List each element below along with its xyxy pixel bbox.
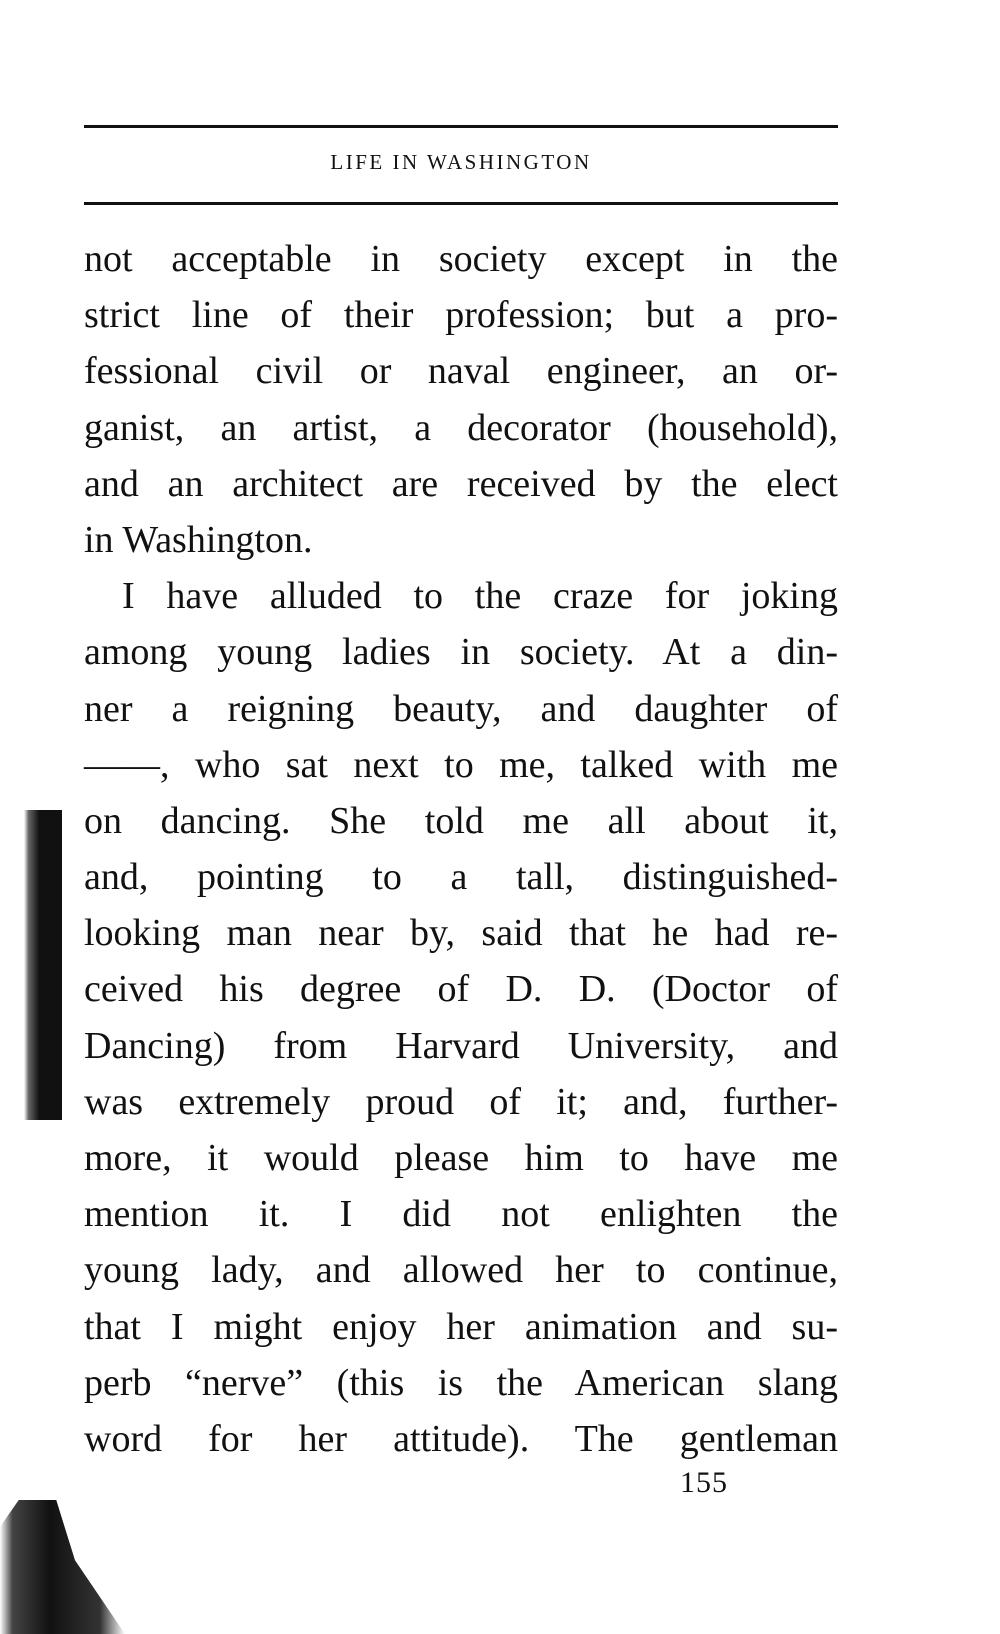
text-line: and an architect are received by the elect [84, 462, 838, 505]
text-line: perb “nerve” (this is the American slang [84, 1361, 838, 1404]
text-line: strict line of their profession; but a pro- [84, 294, 838, 337]
text-line: was extremely proud of it; and, further- [84, 1080, 838, 1123]
text-line: ner a reigning beauty, and daughter of [84, 687, 838, 730]
text-line: among young ladies in society. At a din- [84, 631, 838, 674]
page-number: 155 [680, 1466, 728, 1499]
text-line: I have alluded to the craze for joking [122, 575, 838, 618]
text-line: ——, who sat next to me, talked with me [84, 743, 838, 786]
text-line: and, pointing to a tall, distinguished- [84, 856, 838, 899]
text-line: young lady, and allowed her to continue, [84, 1249, 838, 1292]
text-line: Dancing) from Harvard University, and [84, 1024, 838, 1067]
text-line: not acceptable in society except in the [84, 238, 838, 280]
text-line: word for her attitude). The gentleman [84, 1417, 838, 1460]
text-line: in Washington. [84, 518, 313, 561]
running-title: LIFE IN WASHINGTON [330, 150, 592, 174]
text-line: on dancing. She told me all about it, [84, 799, 838, 842]
body-text [84, 231, 838, 1467]
text-line: that I might enjoy her animation and su- [84, 1305, 838, 1348]
text-line: fessional civil or naval engineer, an or- [84, 350, 838, 393]
text-line: looking man near by, said that he had re- [84, 912, 838, 955]
text-line: ganist, an artist, a decorator (household), [84, 406, 838, 449]
text-line: mention it. I did not enlighten the [84, 1193, 838, 1236]
header-rule-bottom [84, 202, 838, 205]
header-rule-top [84, 125, 838, 128]
text-line: ceived his degree of D. D. (Doctor of [84, 968, 838, 1011]
scan-artifact [24, 810, 62, 1120]
scan-artifact [0, 1500, 125, 1634]
text-line: more, it would please him to have me [84, 1137, 838, 1179]
